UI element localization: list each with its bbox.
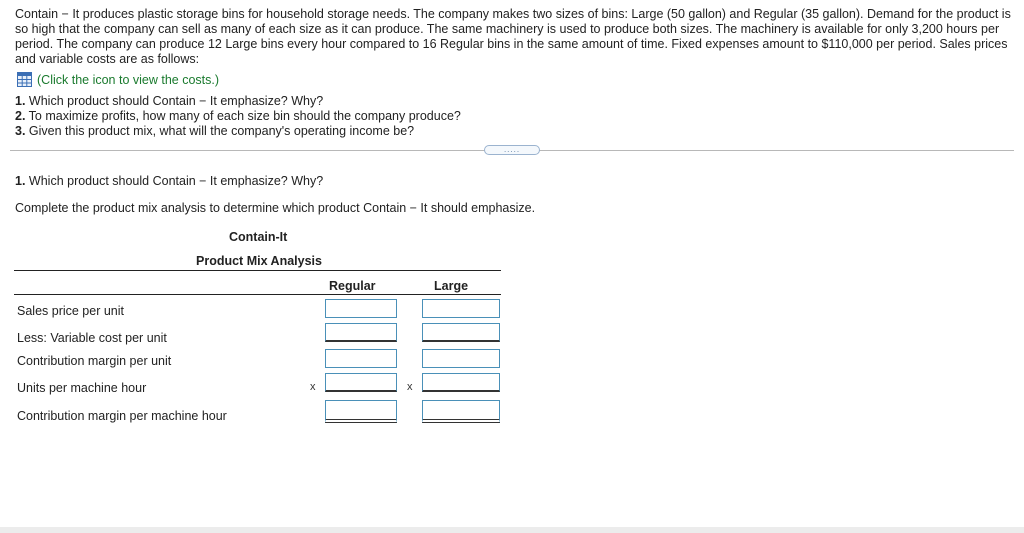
input-regular-sales-price[interactable]: [325, 299, 397, 318]
input-regular-variable-cost[interactable]: [325, 323, 397, 342]
multiply-sign-regular: x: [310, 381, 316, 393]
view-costs-link[interactable]: [17, 72, 219, 87]
row-label-sales-price: Sales price per unit: [17, 304, 125, 318]
problem-statement: [15, 7, 1011, 67]
input-regular-cm-per-hour[interactable]: [325, 400, 397, 423]
input-large-cm-per-hour[interactable]: [422, 400, 500, 423]
multiply-sign-large: x: [407, 381, 413, 393]
table-top-rule: [14, 270, 501, 271]
input-regular-units-per-hour[interactable]: [325, 373, 397, 392]
footer-bar: [0, 527, 1024, 533]
question-list: [15, 94, 461, 140]
table-icon[interactable]: [17, 72, 32, 87]
question-item: 1. Which product should Contain − It emphasize? Why?: [15, 94, 324, 108]
column-header-regular: Regular: [329, 279, 376, 293]
input-large-contribution-margin[interactable]: [422, 349, 500, 368]
table-header-rule: [14, 294, 501, 295]
column-header-large: Large: [434, 279, 469, 293]
input-large-sales-price[interactable]: [422, 299, 500, 318]
input-regular-contribution-margin[interactable]: [325, 349, 397, 368]
table-subtitle: Product Mix Analysis: [196, 254, 322, 268]
expand-collapse-button[interactable]: .....: [484, 145, 540, 155]
row-label-cm-per-hour: Contribution margin per machine hour: [17, 409, 227, 423]
input-large-units-per-hour[interactable]: [422, 373, 500, 392]
part-one-question: 1. Which product should Contain − It emphasize? Why?: [15, 174, 324, 188]
question-item: 2. To maximize profits, how many of each size bin should the company produce?: [15, 109, 461, 124]
problem-text: Contain − It produces plastic storage bins for household storage needs. The company makes two sizes of bins: Large (50 gallon) and Regular (35 gallon). Demand for the product is so high that the company can sell as many of each size as it can produce. The same machinery is used to produce both sizes. The machinery is available for only 3,200 hours per period. The company can produce 12 Large bins every hour compared to 16 Regular bins in the same amount of time. Fixed expenses amount to $110,000 per period. Sales prices and variable costs are as follows:: [15, 7, 1011, 66]
instructions: Complete the product mix analysis to determine which product Contain − It should emphasize.: [15, 201, 536, 215]
row-label-units-per-hour: Units per machine hour: [17, 381, 147, 395]
table-title: Contain-It: [229, 230, 288, 244]
row-label-variable-cost: Less: Variable cost per unit: [17, 331, 167, 345]
input-large-variable-cost[interactable]: [422, 323, 500, 342]
row-label-contribution-margin: Contribution margin per unit: [17, 354, 172, 368]
question-item: 3. Given this product mix, what will the company's operating income be?: [15, 124, 415, 139]
view-costs-label[interactable]: (Click the icon to view the costs.): [37, 72, 220, 87]
